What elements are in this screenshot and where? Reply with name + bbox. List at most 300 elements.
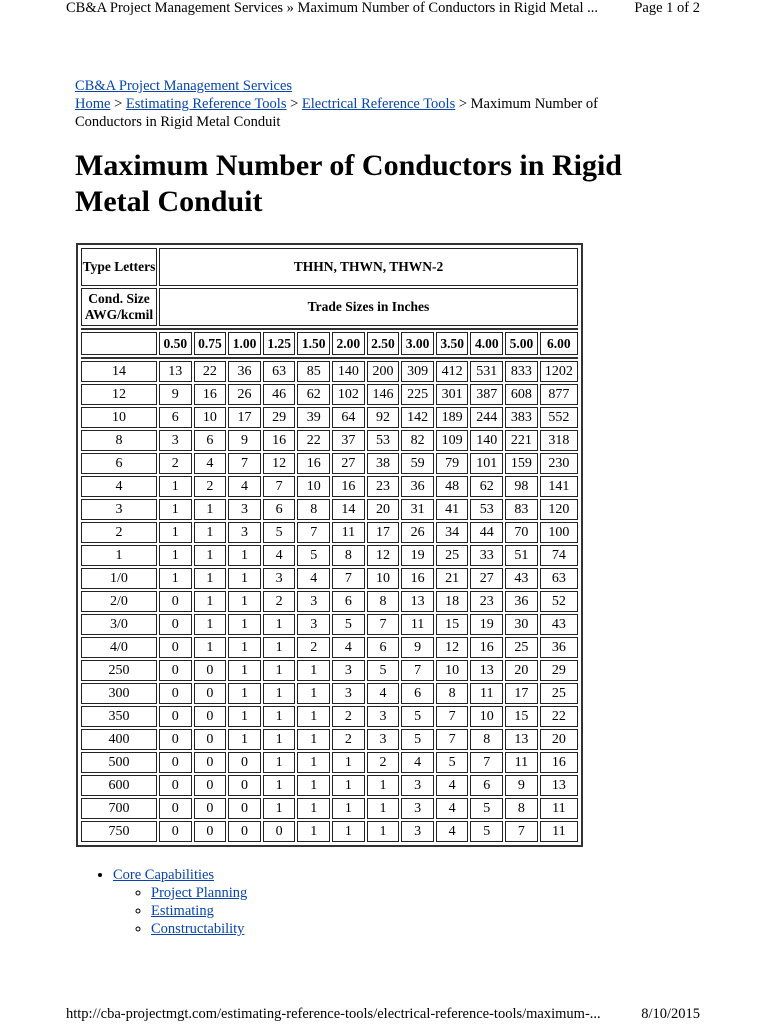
trade-size-header: 3.00	[401, 332, 434, 355]
cond-size-row	[81, 288, 578, 326]
max-conductor-count-cell: 6	[367, 637, 400, 658]
max-conductor-count-cell: 1	[228, 729, 261, 750]
max-conductor-count-cell: 1	[228, 568, 261, 589]
breadcrumb-estimating-link[interactable]: Estimating Reference Tools	[125, 96, 287, 112]
core-capabilities-link[interactable]: Core Capabilities	[113, 867, 215, 883]
conductor-size-cell: 300	[81, 683, 157, 704]
conductor-size-cell: 10	[81, 407, 157, 428]
max-conductor-count-cell: 53	[367, 430, 400, 451]
max-conductor-count-cell: 1	[159, 545, 192, 566]
conductor-size-cell: 350	[81, 706, 157, 727]
max-conductor-count-cell: 16	[263, 430, 296, 451]
conductor-size-cell: 4/0	[81, 637, 157, 658]
max-conductor-count-cell: 1	[263, 637, 296, 658]
max-conductor-count-cell: 31	[401, 499, 434, 520]
table-row	[81, 499, 578, 520]
max-conductor-count-cell: 230	[540, 453, 578, 474]
max-conductor-count-cell: 1	[297, 821, 330, 842]
print-header-page-number: Page 1 of 2	[634, 0, 700, 16]
max-conductor-count-cell: 0	[159, 775, 192, 796]
max-conductor-count-cell: 16	[540, 752, 578, 773]
max-conductor-count-cell: 19	[401, 545, 434, 566]
conductor-size-cell: 600	[81, 775, 157, 796]
conductor-size-cell: 8	[81, 430, 157, 451]
max-conductor-count-cell: 1	[263, 660, 296, 681]
max-conductor-count-cell: 17	[505, 683, 538, 704]
max-conductor-count-cell: 26	[228, 384, 261, 405]
table-row	[81, 798, 578, 819]
trade-size-header: 1.00	[228, 332, 261, 355]
max-conductor-count-cell: 7	[263, 476, 296, 497]
max-conductor-count-cell: 102	[332, 384, 365, 405]
max-conductor-count-cell: 5	[436, 752, 469, 773]
max-conductor-count-cell: 7	[401, 660, 434, 681]
max-conductor-count-cell: 27	[470, 568, 503, 589]
trade-size-header: 6.00	[540, 332, 578, 355]
type-letters-value: THHN, THWN, THWN-2	[159, 248, 578, 286]
table-row	[81, 683, 578, 704]
max-conductor-count-cell: 5	[401, 729, 434, 750]
max-conductor-count-cell: 1	[159, 476, 192, 497]
max-conductor-count-cell: 7	[436, 706, 469, 727]
max-conductor-count-cell: 10	[297, 476, 330, 497]
max-conductor-count-cell: 1	[228, 660, 261, 681]
max-conductor-count-cell: 43	[540, 614, 578, 635]
max-conductor-count-cell: 0	[159, 752, 192, 773]
max-conductor-count-cell: 159	[505, 453, 538, 474]
max-conductor-count-cell: 1	[228, 706, 261, 727]
max-conductor-count-cell: 318	[540, 430, 578, 451]
max-conductor-count-cell: 8	[470, 729, 503, 750]
max-conductor-count-cell: 3	[367, 706, 400, 727]
conductor-size-cell: 4	[81, 476, 157, 497]
max-conductor-count-cell: 0	[194, 660, 227, 681]
max-conductor-count-cell: 0	[194, 752, 227, 773]
trade-sizes-label: Trade Sizes in Inches	[159, 288, 578, 326]
max-conductor-count-cell: 5	[401, 706, 434, 727]
max-conductor-count-cell: 22	[297, 430, 330, 451]
max-conductor-count-cell: 1	[263, 706, 296, 727]
max-conductor-count-cell: 0	[159, 798, 192, 819]
max-conductor-count-cell: 3	[297, 591, 330, 612]
trade-size-header: 0.50	[159, 332, 192, 355]
max-conductor-count-cell: 3	[401, 821, 434, 842]
max-conductor-count-cell: 1	[263, 614, 296, 635]
conductor-table	[79, 246, 580, 844]
max-conductor-count-cell: 0	[228, 752, 261, 773]
nav-item-estimating	[151, 902, 247, 920]
max-conductor-count-cell: 10	[470, 706, 503, 727]
max-conductor-count-cell: 387	[470, 384, 503, 405]
max-conductor-count-cell: 9	[159, 384, 192, 405]
table-separator	[81, 328, 578, 330]
max-conductor-count-cell: 142	[401, 407, 434, 428]
max-conductor-count-cell: 141	[540, 476, 578, 497]
table-row	[81, 384, 578, 405]
max-conductor-count-cell: 20	[505, 660, 538, 681]
max-conductor-count-cell: 11	[540, 798, 578, 819]
max-conductor-count-cell: 83	[505, 499, 538, 520]
trade-size-header: 1.25	[263, 332, 296, 355]
max-conductor-count-cell: 6	[401, 683, 434, 704]
max-conductor-count-cell: 8	[297, 499, 330, 520]
max-conductor-count-cell: 7	[436, 729, 469, 750]
max-conductor-count-cell: 5	[470, 798, 503, 819]
max-conductor-count-cell: 11	[505, 752, 538, 773]
max-conductor-count-cell: 140	[470, 430, 503, 451]
max-conductor-count-cell: 0	[194, 775, 227, 796]
max-conductor-count-cell: 1	[297, 706, 330, 727]
type-letters-row	[81, 248, 578, 286]
max-conductor-count-cell: 34	[436, 522, 469, 543]
max-conductor-count-cell: 59	[401, 453, 434, 474]
max-conductor-count-cell: 1	[332, 821, 365, 842]
max-conductor-count-cell: 4	[332, 637, 365, 658]
max-conductor-count-cell: 15	[505, 706, 538, 727]
max-conductor-count-cell: 0	[228, 775, 261, 796]
max-conductor-count-cell: 1202	[540, 361, 578, 382]
max-conductor-count-cell: 1	[194, 591, 227, 612]
table-row	[81, 407, 578, 428]
max-conductor-count-cell: 13	[159, 361, 192, 382]
max-conductor-count-cell: 0	[228, 821, 261, 842]
max-conductor-count-cell: 608	[505, 384, 538, 405]
max-conductor-count-cell: 70	[505, 522, 538, 543]
conductor-size-cell: 250	[81, 660, 157, 681]
max-conductor-count-cell: 29	[540, 660, 578, 681]
table-row	[81, 660, 578, 681]
max-conductor-count-cell: 17	[367, 522, 400, 543]
max-conductor-count-cell: 4	[436, 798, 469, 819]
max-conductor-count-cell: 1	[367, 798, 400, 819]
max-conductor-count-cell: 7	[470, 752, 503, 773]
table-row	[81, 729, 578, 750]
print-footer-date: 8/10/2015	[641, 1006, 700, 1022]
max-conductor-count-cell: 0	[159, 729, 192, 750]
max-conductor-count-cell: 10	[367, 568, 400, 589]
max-conductor-count-cell: 1	[194, 568, 227, 589]
max-conductor-count-cell: 1	[228, 545, 261, 566]
max-conductor-count-cell: 12	[436, 637, 469, 658]
max-conductor-count-cell: 0	[194, 821, 227, 842]
max-conductor-count-cell: 244	[470, 407, 503, 428]
max-conductor-count-cell: 1	[332, 752, 365, 773]
max-conductor-count-cell: 1	[228, 591, 261, 612]
max-conductor-count-cell: 21	[436, 568, 469, 589]
max-conductor-count-cell: 2	[367, 752, 400, 773]
max-conductor-count-cell: 36	[401, 476, 434, 497]
max-conductor-count-cell: 2	[194, 476, 227, 497]
conductor-size-cell: 400	[81, 729, 157, 750]
max-conductor-count-cell: 0	[159, 591, 192, 612]
max-conductor-count-cell: 221	[505, 430, 538, 451]
max-conductor-count-cell: 301	[436, 384, 469, 405]
max-conductor-count-cell: 0	[194, 683, 227, 704]
max-conductor-count-cell: 101	[470, 453, 503, 474]
capabilities-nav	[75, 866, 247, 938]
max-conductor-count-cell: 98	[505, 476, 538, 497]
max-conductor-count-cell: 2	[332, 706, 365, 727]
max-conductor-count-cell: 52	[540, 591, 578, 612]
max-conductor-count-cell: 22	[194, 361, 227, 382]
max-conductor-count-cell: 531	[470, 361, 503, 382]
conductor-size-cell: 6	[81, 453, 157, 474]
max-conductor-count-cell: 79	[436, 453, 469, 474]
max-conductor-count-cell: 26	[401, 522, 434, 543]
site-home-link[interactable]: CB&A Project Management Services	[75, 78, 293, 94]
max-conductor-count-cell: 0	[159, 706, 192, 727]
max-conductor-count-cell: 19	[470, 614, 503, 635]
max-conductor-count-cell: 1	[194, 545, 227, 566]
conductor-size-cell: 3/0	[81, 614, 157, 635]
max-conductor-count-cell: 82	[401, 430, 434, 451]
max-conductor-count-cell: 6	[332, 591, 365, 612]
max-conductor-count-cell: 1	[194, 522, 227, 543]
table-row	[81, 361, 578, 382]
max-conductor-count-cell: 4	[401, 752, 434, 773]
conductor-size-cell: 2	[81, 522, 157, 543]
max-conductor-count-cell: 23	[470, 591, 503, 612]
print-footer-url: http://cba-projectmgt.com/estimating-reference-tools/electrical-reference-tools/maximum-...	[66, 1006, 601, 1022]
conductor-size-cell: 12	[81, 384, 157, 405]
max-conductor-count-cell: 2	[332, 729, 365, 750]
max-conductor-count-cell: 1	[263, 729, 296, 750]
max-conductor-count-cell: 23	[367, 476, 400, 497]
max-conductor-count-cell: 16	[470, 637, 503, 658]
conductor-size-cell: 500	[81, 752, 157, 773]
conductor-size-cell: 1	[81, 545, 157, 566]
max-conductor-count-cell: 12	[367, 545, 400, 566]
constructability-link[interactable]: Constructability	[151, 921, 245, 937]
trade-size-header: 3.50	[436, 332, 469, 355]
breadcrumb-home-link[interactable]: Home	[75, 96, 111, 112]
table-row	[81, 637, 578, 658]
table-row	[81, 476, 578, 497]
max-conductor-count-cell: 11	[401, 614, 434, 635]
max-conductor-count-cell: 16	[297, 453, 330, 474]
project-planning-link[interactable]: Project Planning	[151, 885, 248, 901]
max-conductor-count-cell: 412	[436, 361, 469, 382]
max-conductor-count-cell: 3	[228, 499, 261, 520]
max-conductor-count-cell: 62	[470, 476, 503, 497]
table-row	[81, 430, 578, 451]
max-conductor-count-cell: 5	[297, 545, 330, 566]
conductor-size-cell: 14	[81, 361, 157, 382]
breadcrumb-separator: >	[114, 96, 123, 112]
max-conductor-count-cell: 1	[159, 499, 192, 520]
max-conductor-count-cell: 4	[436, 775, 469, 796]
max-conductor-count-cell: 25	[436, 545, 469, 566]
max-conductor-count-cell: 8	[332, 545, 365, 566]
max-conductor-count-cell: 3	[228, 522, 261, 543]
max-conductor-count-cell: 0	[159, 683, 192, 704]
trade-size-header-blank	[81, 332, 157, 355]
max-conductor-count-cell: 13	[540, 775, 578, 796]
max-conductor-count-cell: 6	[194, 430, 227, 451]
max-conductor-count-cell: 92	[367, 407, 400, 428]
max-conductor-count-cell: 85	[297, 361, 330, 382]
estimating-link[interactable]: Estimating	[151, 903, 214, 919]
table-row	[81, 522, 578, 543]
max-conductor-count-cell: 552	[540, 407, 578, 428]
max-conductor-count-cell: 48	[436, 476, 469, 497]
max-conductor-count-cell: 39	[297, 407, 330, 428]
max-conductor-count-cell: 8	[367, 591, 400, 612]
table-row	[81, 591, 578, 612]
max-conductor-count-cell: 37	[332, 430, 365, 451]
max-conductor-count-cell: 11	[332, 522, 365, 543]
max-conductor-count-cell: 0	[263, 821, 296, 842]
max-conductor-count-cell: 7	[367, 614, 400, 635]
table-row	[81, 706, 578, 727]
max-conductor-count-cell: 0	[194, 729, 227, 750]
breadcrumb-separator: >	[458, 96, 468, 112]
max-conductor-count-cell: 12	[263, 453, 296, 474]
max-conductor-count-cell: 5	[263, 522, 296, 543]
max-conductor-count-cell: 10	[194, 407, 227, 428]
max-conductor-count-cell: 29	[263, 407, 296, 428]
max-conductor-count-cell: 11	[540, 821, 578, 842]
max-conductor-count-cell: 3	[401, 798, 434, 819]
max-conductor-count-cell: 2	[297, 637, 330, 658]
print-footer	[66, 1006, 700, 1024]
trade-size-header: 0.75	[194, 332, 227, 355]
max-conductor-count-cell: 1	[367, 821, 400, 842]
max-conductor-count-cell: 63	[263, 361, 296, 382]
table-row	[81, 775, 578, 796]
max-conductor-count-cell: 1	[297, 775, 330, 796]
max-conductor-count-cell: 53	[470, 499, 503, 520]
max-conductor-count-cell: 5	[470, 821, 503, 842]
max-conductor-count-cell: 13	[401, 591, 434, 612]
max-conductor-count-cell: 1	[194, 614, 227, 635]
max-conductor-count-cell: 20	[367, 499, 400, 520]
max-conductor-count-cell: 0	[159, 660, 192, 681]
max-conductor-count-cell: 1	[263, 775, 296, 796]
max-conductor-count-cell: 1	[228, 637, 261, 658]
max-conductor-count-cell: 4	[263, 545, 296, 566]
max-conductor-count-cell: 109	[436, 430, 469, 451]
max-conductor-count-cell: 5	[332, 614, 365, 635]
max-conductor-count-cell: 16	[401, 568, 434, 589]
max-conductor-count-cell: 6	[470, 775, 503, 796]
breadcrumb-current: Maximum Number of Conductors in Rigid Metal Conduit	[75, 96, 598, 130]
max-conductor-count-cell: 30	[505, 614, 538, 635]
capabilities-subnav	[113, 884, 247, 938]
max-conductor-count-cell: 0	[228, 798, 261, 819]
max-conductor-count-cell: 13	[505, 729, 538, 750]
max-conductor-count-cell: 1	[263, 683, 296, 704]
max-conductor-count-cell: 1	[194, 499, 227, 520]
trade-size-header: 2.50	[367, 332, 400, 355]
max-conductor-count-cell: 1	[297, 729, 330, 750]
max-conductor-count-cell: 1	[297, 683, 330, 704]
max-conductor-count-cell: 3	[297, 614, 330, 635]
max-conductor-count-cell: 225	[401, 384, 434, 405]
nav-item-constructability	[151, 920, 247, 938]
max-conductor-count-cell: 10	[436, 660, 469, 681]
trade-size-header: 4.00	[470, 332, 503, 355]
max-conductor-count-cell: 27	[332, 453, 365, 474]
max-conductor-count-cell: 7	[297, 522, 330, 543]
max-conductor-count-cell: 140	[332, 361, 365, 382]
max-conductor-count-cell: 3	[401, 775, 434, 796]
max-conductor-count-cell: 9	[505, 775, 538, 796]
trade-size-header: 2.00	[332, 332, 365, 355]
max-conductor-count-cell: 146	[367, 384, 400, 405]
max-conductor-count-cell: 20	[540, 729, 578, 750]
max-conductor-count-cell: 2	[263, 591, 296, 612]
table-row	[81, 545, 578, 566]
max-conductor-count-cell: 43	[505, 568, 538, 589]
max-conductor-count-cell: 877	[540, 384, 578, 405]
max-conductor-count-cell: 1	[263, 752, 296, 773]
max-conductor-count-cell: 62	[297, 384, 330, 405]
max-conductor-count-cell: 7	[505, 821, 538, 842]
max-conductor-count-cell: 1	[297, 660, 330, 681]
max-conductor-count-cell: 38	[367, 453, 400, 474]
trade-size-header: 5.00	[505, 332, 538, 355]
max-conductor-count-cell: 17	[228, 407, 261, 428]
max-conductor-count-cell: 1	[263, 798, 296, 819]
max-conductor-count-cell: 1	[297, 752, 330, 773]
max-conductor-count-cell: 4	[297, 568, 330, 589]
table-separator	[81, 357, 578, 359]
max-conductor-count-cell: 3	[263, 568, 296, 589]
max-conductor-count-cell: 41	[436, 499, 469, 520]
max-conductor-count-cell: 100	[540, 522, 578, 543]
page-title: Maximum Number of Conductors in Rigid Metal Conduit	[75, 149, 622, 218]
max-conductor-count-cell: 5	[367, 660, 400, 681]
max-conductor-count-cell: 16	[194, 384, 227, 405]
max-conductor-count-cell: 3	[332, 683, 365, 704]
max-conductor-count-cell: 11	[470, 683, 503, 704]
max-conductor-count-cell: 1	[159, 568, 192, 589]
table-row	[81, 568, 578, 589]
max-conductor-count-cell: 64	[332, 407, 365, 428]
max-conductor-count-cell: 0	[159, 614, 192, 635]
max-conductor-count-cell: 18	[436, 591, 469, 612]
breadcrumb-electrical-link[interactable]: Electrical Reference Tools	[301, 96, 456, 112]
max-conductor-count-cell: 3	[332, 660, 365, 681]
max-conductor-count-cell: 383	[505, 407, 538, 428]
breadcrumb	[75, 95, 635, 131]
max-conductor-count-cell: 0	[159, 821, 192, 842]
table-row	[81, 453, 578, 474]
max-conductor-count-cell: 36	[505, 591, 538, 612]
max-conductor-count-cell: 46	[263, 384, 296, 405]
max-conductor-count-cell: 14	[332, 499, 365, 520]
max-conductor-count-cell: 1	[332, 775, 365, 796]
cond-size-label: Cond. Size AWG/kcmil	[81, 288, 157, 326]
max-conductor-count-cell: 0	[159, 637, 192, 658]
max-conductor-count-cell: 0	[194, 706, 227, 727]
conductor-size-cell: 2/0	[81, 591, 157, 612]
max-conductor-count-cell: 833	[505, 361, 538, 382]
max-conductor-count-cell: 1	[332, 798, 365, 819]
max-conductor-count-cell: 120	[540, 499, 578, 520]
max-conductor-count-cell: 9	[401, 637, 434, 658]
max-conductor-count-cell: 1	[194, 637, 227, 658]
max-conductor-count-cell: 3	[367, 729, 400, 750]
print-header	[66, 0, 700, 20]
max-conductor-count-cell: 6	[263, 499, 296, 520]
max-conductor-count-cell: 63	[540, 568, 578, 589]
max-conductor-count-cell: 44	[470, 522, 503, 543]
max-conductor-count-cell: 7	[228, 453, 261, 474]
conductor-table-container	[76, 243, 583, 847]
max-conductor-count-cell: 200	[367, 361, 400, 382]
